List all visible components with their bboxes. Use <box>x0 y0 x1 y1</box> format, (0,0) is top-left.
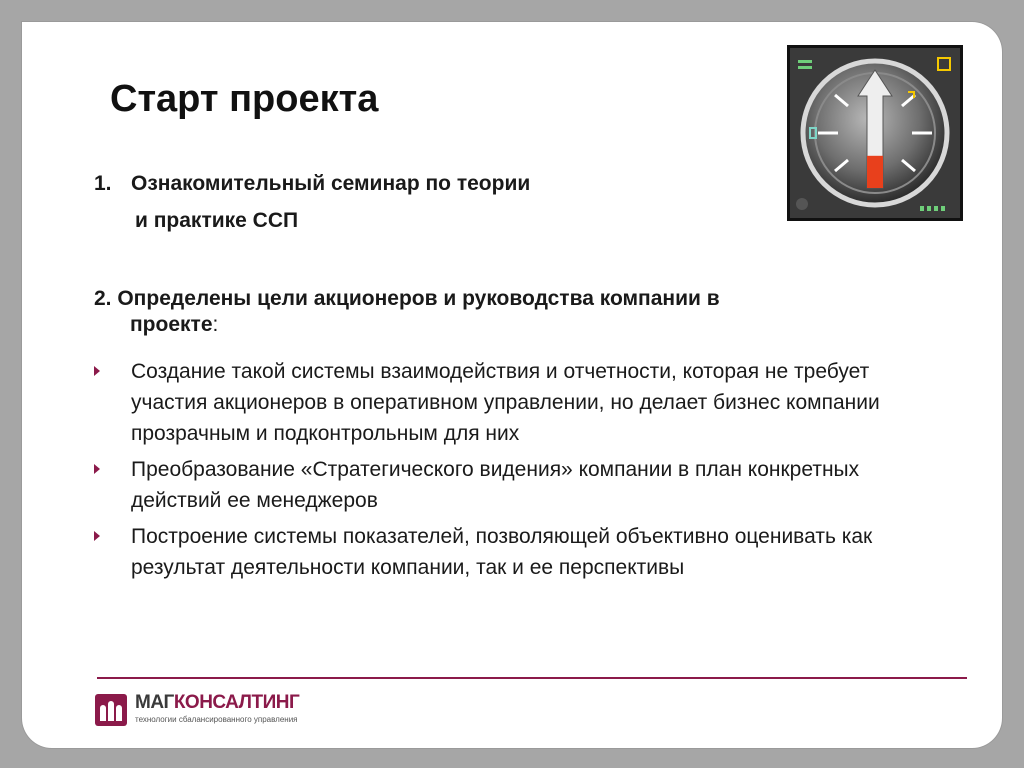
list-item-2: 2. Определены цели акционеров и руководства компании в <box>94 287 720 310</box>
bullet-item <box>94 454 944 516</box>
bullet-item <box>94 356 944 449</box>
logo-tagline: технологии сбалансированного управления <box>135 715 298 724</box>
list-item-2-continuation <box>130 313 218 337</box>
list-item-1 <box>94 172 530 196</box>
gauge-level-fill <box>867 156 883 188</box>
bullet-text: Создание такой системы взаимодействия и отчетности, которая не требует участия акционеров в оперативном управлении, но делает бизнес компании прозрачным и подконтрольным для них <box>131 360 880 445</box>
gauge-graphic <box>790 48 960 218</box>
bullet-arrow-icon <box>94 531 100 541</box>
bullet-text: Построение системы показателей, позволяющей объективно оценивать как результат деятельности компании, так и ее перспективы <box>131 525 873 579</box>
bullet-arrow-icon <box>94 464 100 474</box>
list-item-2-continuation-bold: проекте <box>130 313 213 336</box>
slide-title: Старт проекта <box>110 78 379 120</box>
list-item-1-text: Ознакомительный семинар по теории <box>131 172 531 195</box>
footer-divider <box>97 677 967 679</box>
logo-people-icon <box>95 694 127 726</box>
logo-name <box>135 692 299 714</box>
logo-name-part1: МАГ <box>135 692 174 713</box>
bullet-arrow-icon <box>94 366 100 376</box>
bullet-item <box>94 521 944 583</box>
bullet-list <box>94 356 944 588</box>
list-item-1-continuation: и практике ССП <box>135 209 299 232</box>
logo-name-part2: КОНСАЛТИНГ <box>173 692 300 713</box>
gauge-icon <box>787 45 963 221</box>
list-item-2-colon: : <box>212 313 219 336</box>
bullet-text: Преобразование «Стратегического видения» компании в план конкретных действий ее менеджеров <box>131 458 860 512</box>
list-item-1-number: 1. <box>94 172 112 195</box>
